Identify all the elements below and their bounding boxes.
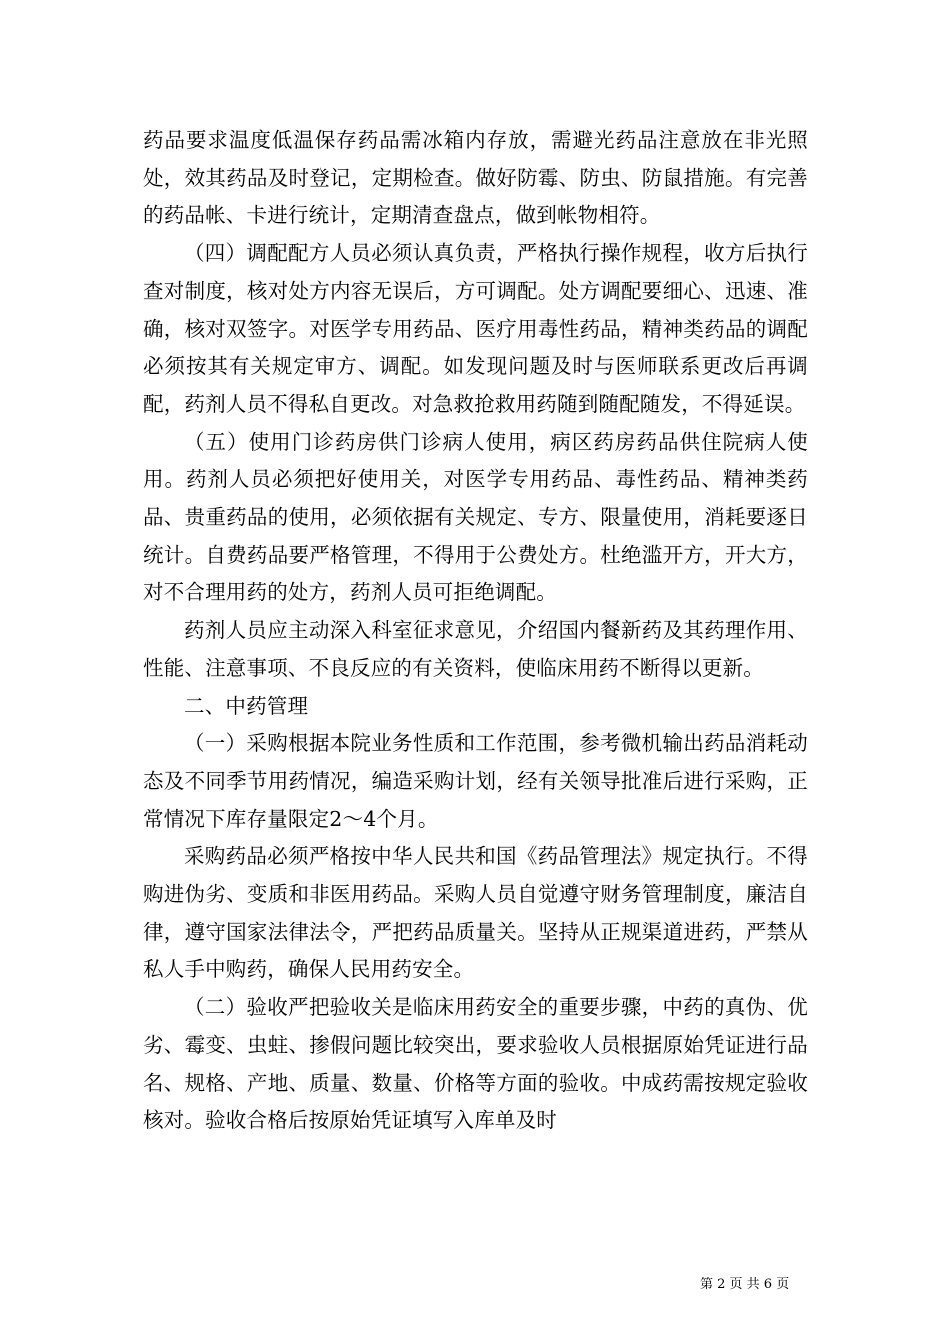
paragraph-2: （四）调配配方人员必须认真负责，严格执行操作规程，收方后执行查对制度，核对处方内容无误后，方可调配。处方调配要细心、迅速、准确，核对双签字。对医学专用药品、医疗用毒性药品，精神类药品的调配必须按其有关规定审方、调配。如发现问题及时与医师联系更改后再调配，药剂人员不得私自更改。对急救抢救用药随到随配随发，不得延误。 [143, 241, 808, 416]
section-heading: 二、中药管理 [184, 693, 309, 718]
document-body [143, 122, 808, 1140]
page-number: 第 2 页 共 6 页 [700, 1277, 790, 1292]
paragraph-1: 药品要求温度低温保存药品需冰箱内存放，需避光药品注意放在非光照处，效其药品及时登记，定期检查。做好防霉、防虫、防鼠措施。有完善的药品帐、卡进行统计，定期清查盘点，做到帐物相符。 [143, 128, 808, 228]
page-footer [700, 1276, 810, 1294]
paragraph-6: 采购药品必须严格按中华人民共和国《药品管理法》规定执行。不得购进伪劣、变质和非医用药品。采购人员自觉遵守财务管理制度，廉洁自律，遵守国家法律法令，严把药品质量关。坚持从正规渠道进药，严禁从私人手中购药，确保人民用药安全。 [143, 844, 808, 982]
paragraph-4: 药剂人员应主动深入科室征求意见，介绍国内餐新药及其药理作用、性能、注意事项、不良反应的有关资料，使临床用药不断得以更新。 [143, 618, 808, 680]
paragraph-3: （五）使用门诊药房供门诊病人使用，病区药房药品供住院病人使用。药剂人员必须把好使用关，对医学专用药品、毒性药品、精神类药品、贵重药品的使用，必须依据有关规定、专方、限量使用，消耗要逐日统计。自费药品要严格管理，不得用于公费处方。杜绝滥开方，开大方，对不合理用药的处方，药剂人员可拒绝调配。 [143, 429, 808, 605]
paragraph-7: （二）验收严把验收关是临床用药安全的重要步骤，中药的真伪、优劣、霉变、虫蛀、掺假问题比较突出，要求验收人员根据原始凭证进行品名、规格、产地、质量、数量、价格等方面的验收。中成药需按规定验收核对。验收合格后按原始凭证填写入库单及时 [143, 995, 808, 1133]
paragraph-5: （一）采购根据本院业务性质和工作范围，参考微机输出药品消耗动态及不同季节用药情况，编造采购计划，经有关领导批准后进行采购，正常情况下库存量限定2～4个月。 [143, 731, 808, 831]
